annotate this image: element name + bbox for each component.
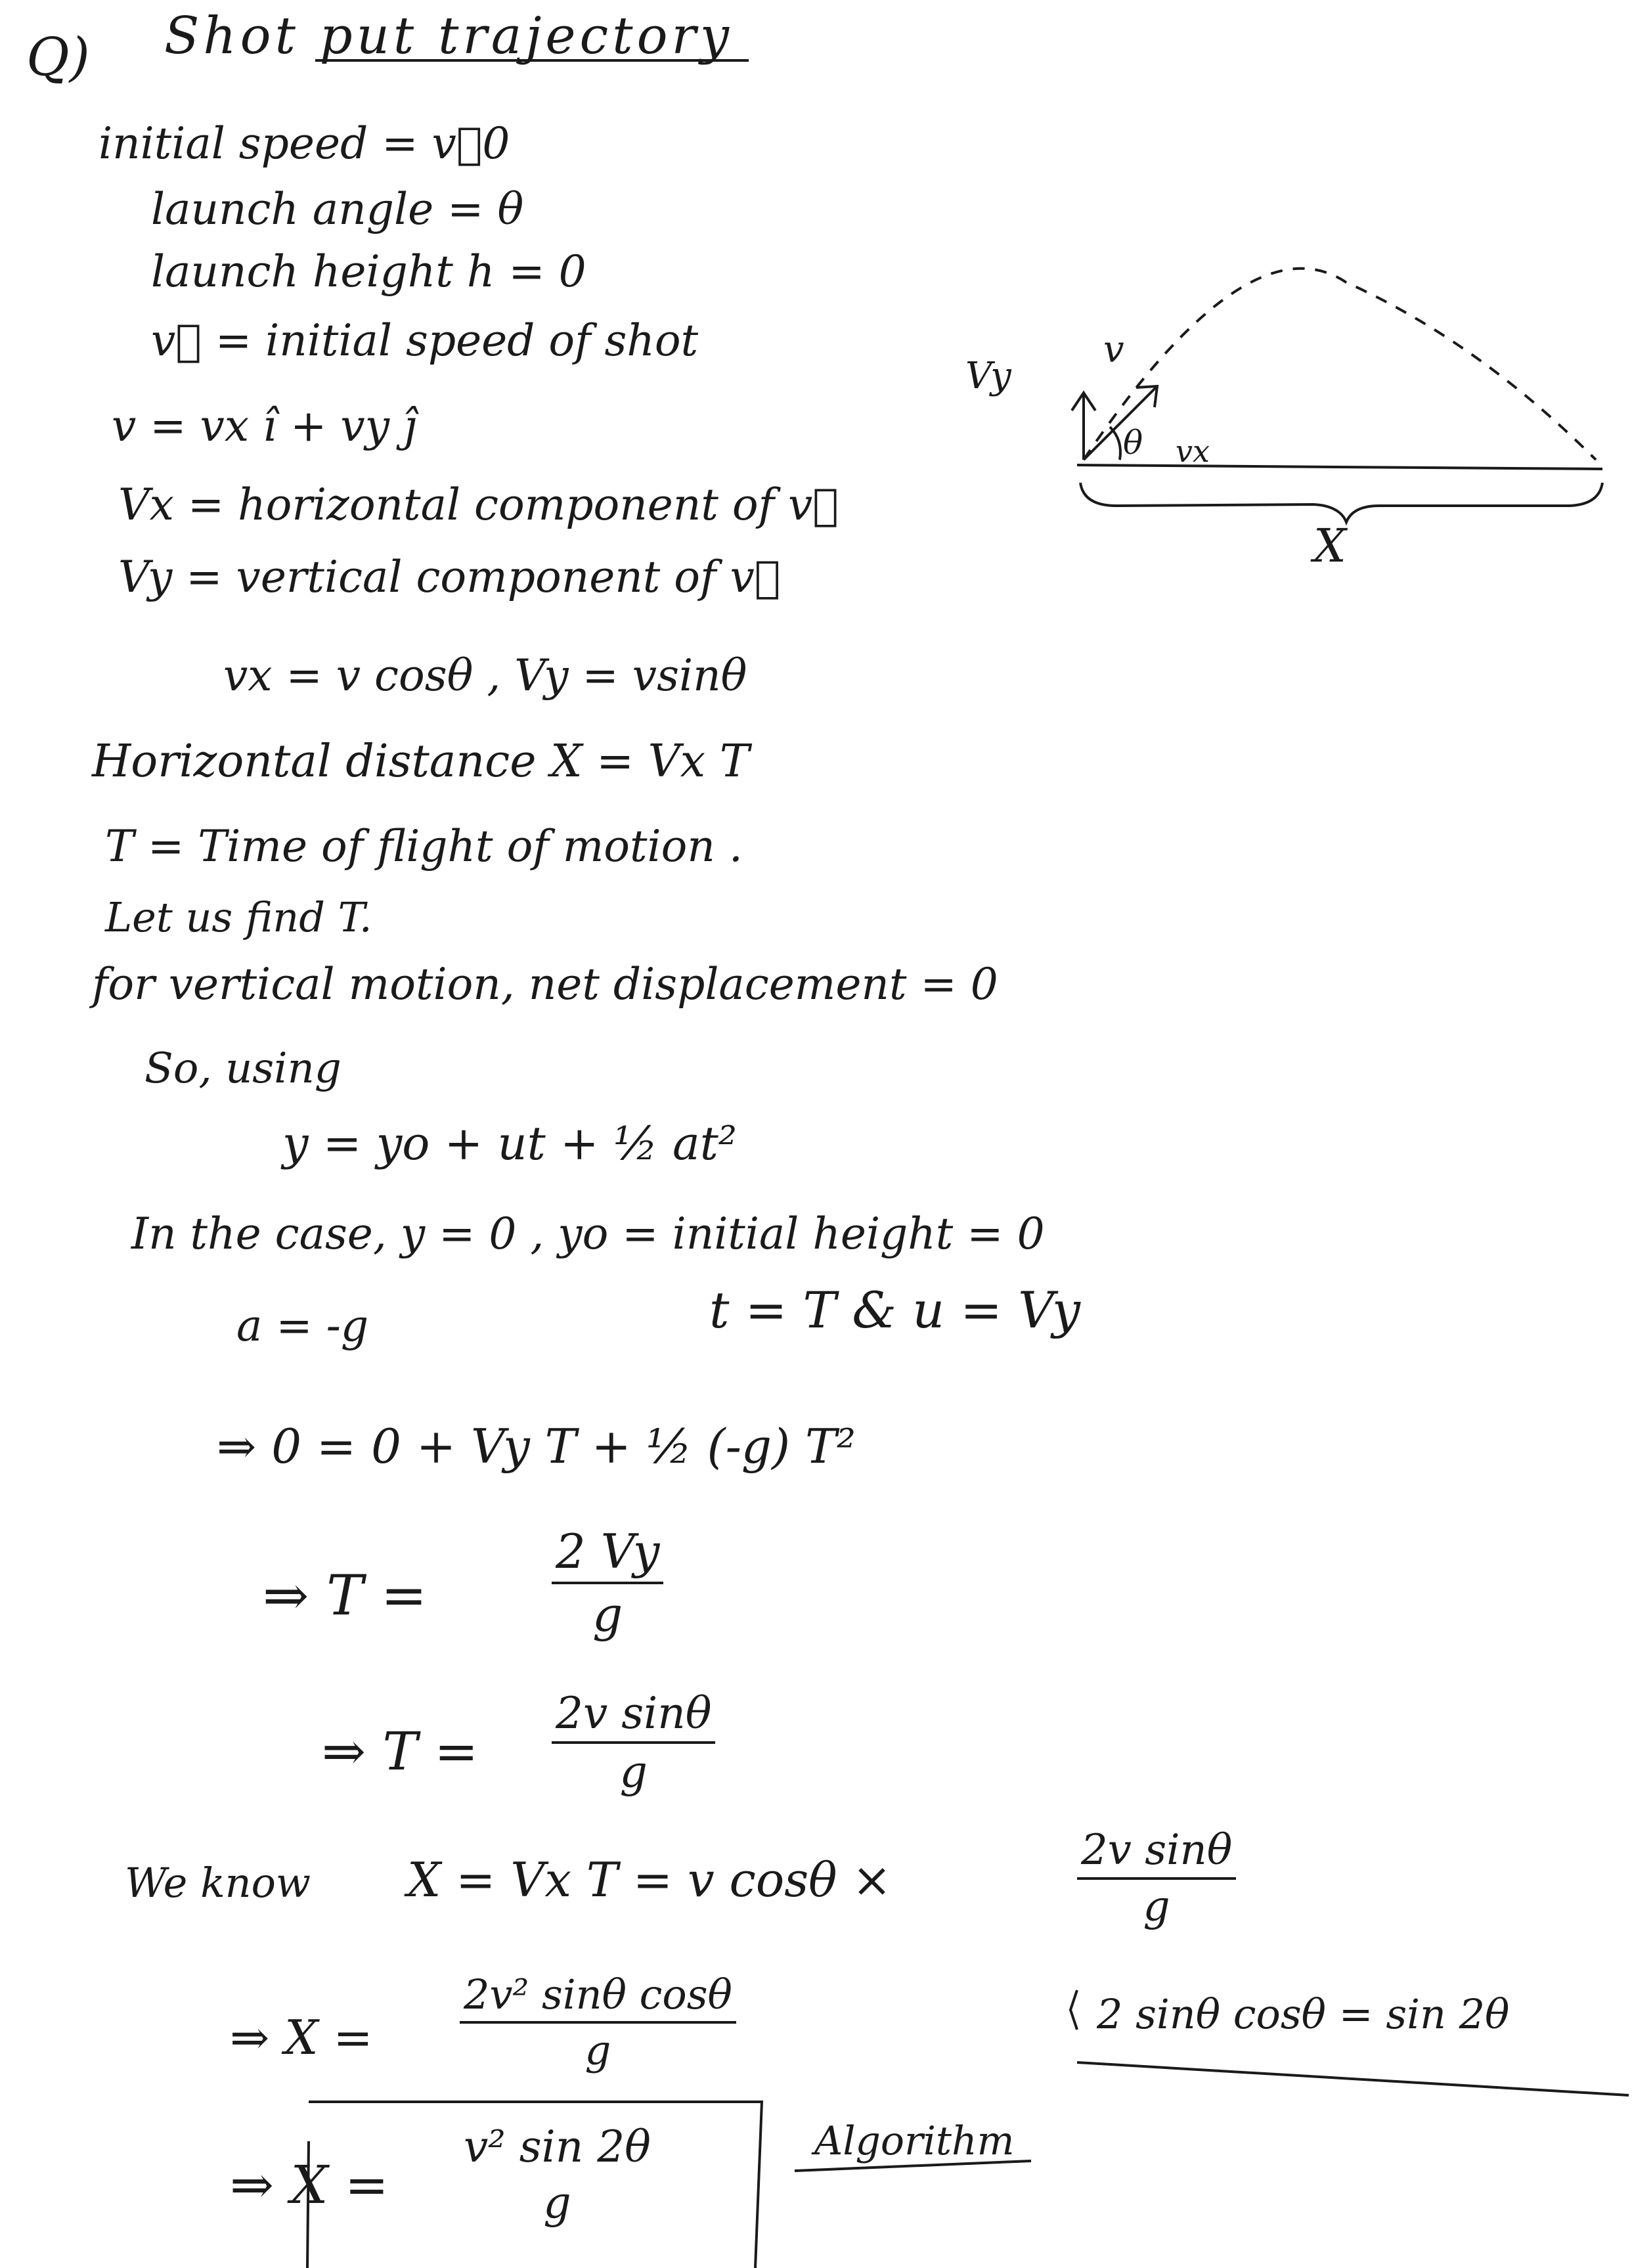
so-using: So, using — [144, 1044, 342, 1093]
we-know: We know — [125, 1859, 311, 1907]
t-den-1: g — [592, 1587, 623, 1642]
identity-bracket — [1070, 1990, 1077, 2030]
x2-lhs: ⇒ X = — [230, 2010, 373, 2065]
given-v-definition: v⃗ = initial speed of shot — [151, 315, 699, 366]
final-den: g — [543, 2177, 571, 2228]
t-value: t = T & u = Vy — [709, 1281, 1080, 1339]
question-mark: Q) — [26, 26, 90, 87]
diagram-label-v: v — [1103, 328, 1124, 371]
given-v-components: v = vx î + vy ĵ — [112, 401, 417, 451]
trajectory-path — [1084, 269, 1596, 460]
x-expression: X = Vx T = v cosθ × — [407, 1852, 892, 1907]
algorithm-label: Algorithm — [814, 2118, 1015, 2164]
t-fraction-2 — [552, 1688, 715, 1797]
t-num-1: 2 Vy — [552, 1524, 663, 1584]
diagram-label-vx: vx — [1176, 434, 1210, 469]
x2-fraction — [460, 1970, 736, 2074]
t-lhs-2: ⇒ T = — [322, 1721, 479, 1782]
component-formulas: vx = v cosθ , Vy = vsinθ — [223, 650, 747, 701]
final-num: v² sin 2θ — [464, 2122, 651, 2172]
given-launch-angle: launch angle = θ — [151, 184, 524, 234]
given-initial-speed: initial speed = v⃗0 — [99, 118, 510, 169]
page-title: Shot put trajectory — [164, 7, 733, 66]
kinematic-equation: y = yo + ut + ½ at² — [282, 1117, 737, 1170]
final-lhs: ⇒ X = — [230, 2154, 389, 2215]
diagram-label-x: X — [1313, 519, 1346, 573]
x2-num: 2v² sinθ cosθ — [460, 1970, 736, 2024]
x-den: g — [1143, 1882, 1170, 1931]
vertical-motion: for vertical motion, net displacement = 0 — [92, 959, 998, 1010]
diagram-label-theta: θ — [1123, 424, 1143, 462]
x2-den: g — [584, 2026, 611, 2074]
final-fraction — [460, 2122, 655, 2228]
a-value: a = -g — [236, 1301, 369, 1351]
given-launch-height: launch height h = 0 — [151, 246, 586, 297]
in-the-case: In the case, y = 0 , yo = initial height = 0 — [131, 1209, 1045, 1259]
t-num-2: 2v sinθ — [552, 1688, 715, 1744]
given-vy-definition: Vy = vertical component of v⃗ — [118, 552, 781, 602]
substituted-equation: ⇒ 0 = 0 + Vy T + ½ (-g) T² — [217, 1419, 856, 1474]
t-fraction-1 — [552, 1524, 663, 1642]
x-fraction — [1077, 1826, 1236, 1931]
identity-underline — [1077, 2062, 1629, 2095]
time-of-flight-def: T = Time of flight of motion . — [105, 821, 743, 872]
diagram-label-vy: Vy — [965, 355, 1011, 397]
t-den-2: g — [619, 1746, 648, 1797]
ground-line — [1077, 465, 1602, 469]
x-num: 2v sinθ — [1077, 1826, 1236, 1880]
horizontal-distance: Horizontal distance X = Vx T — [92, 736, 750, 788]
trig-identity: 2 sinθ cosθ = sin 2θ — [1097, 1990, 1510, 2038]
given-vx-definition: Vx = horizontal component of v⃗ — [118, 479, 839, 530]
let-us-find: Let us find T. — [105, 893, 372, 941]
t-lhs-1: ⇒ T = — [263, 1563, 428, 1628]
range-brace — [1080, 483, 1602, 522]
